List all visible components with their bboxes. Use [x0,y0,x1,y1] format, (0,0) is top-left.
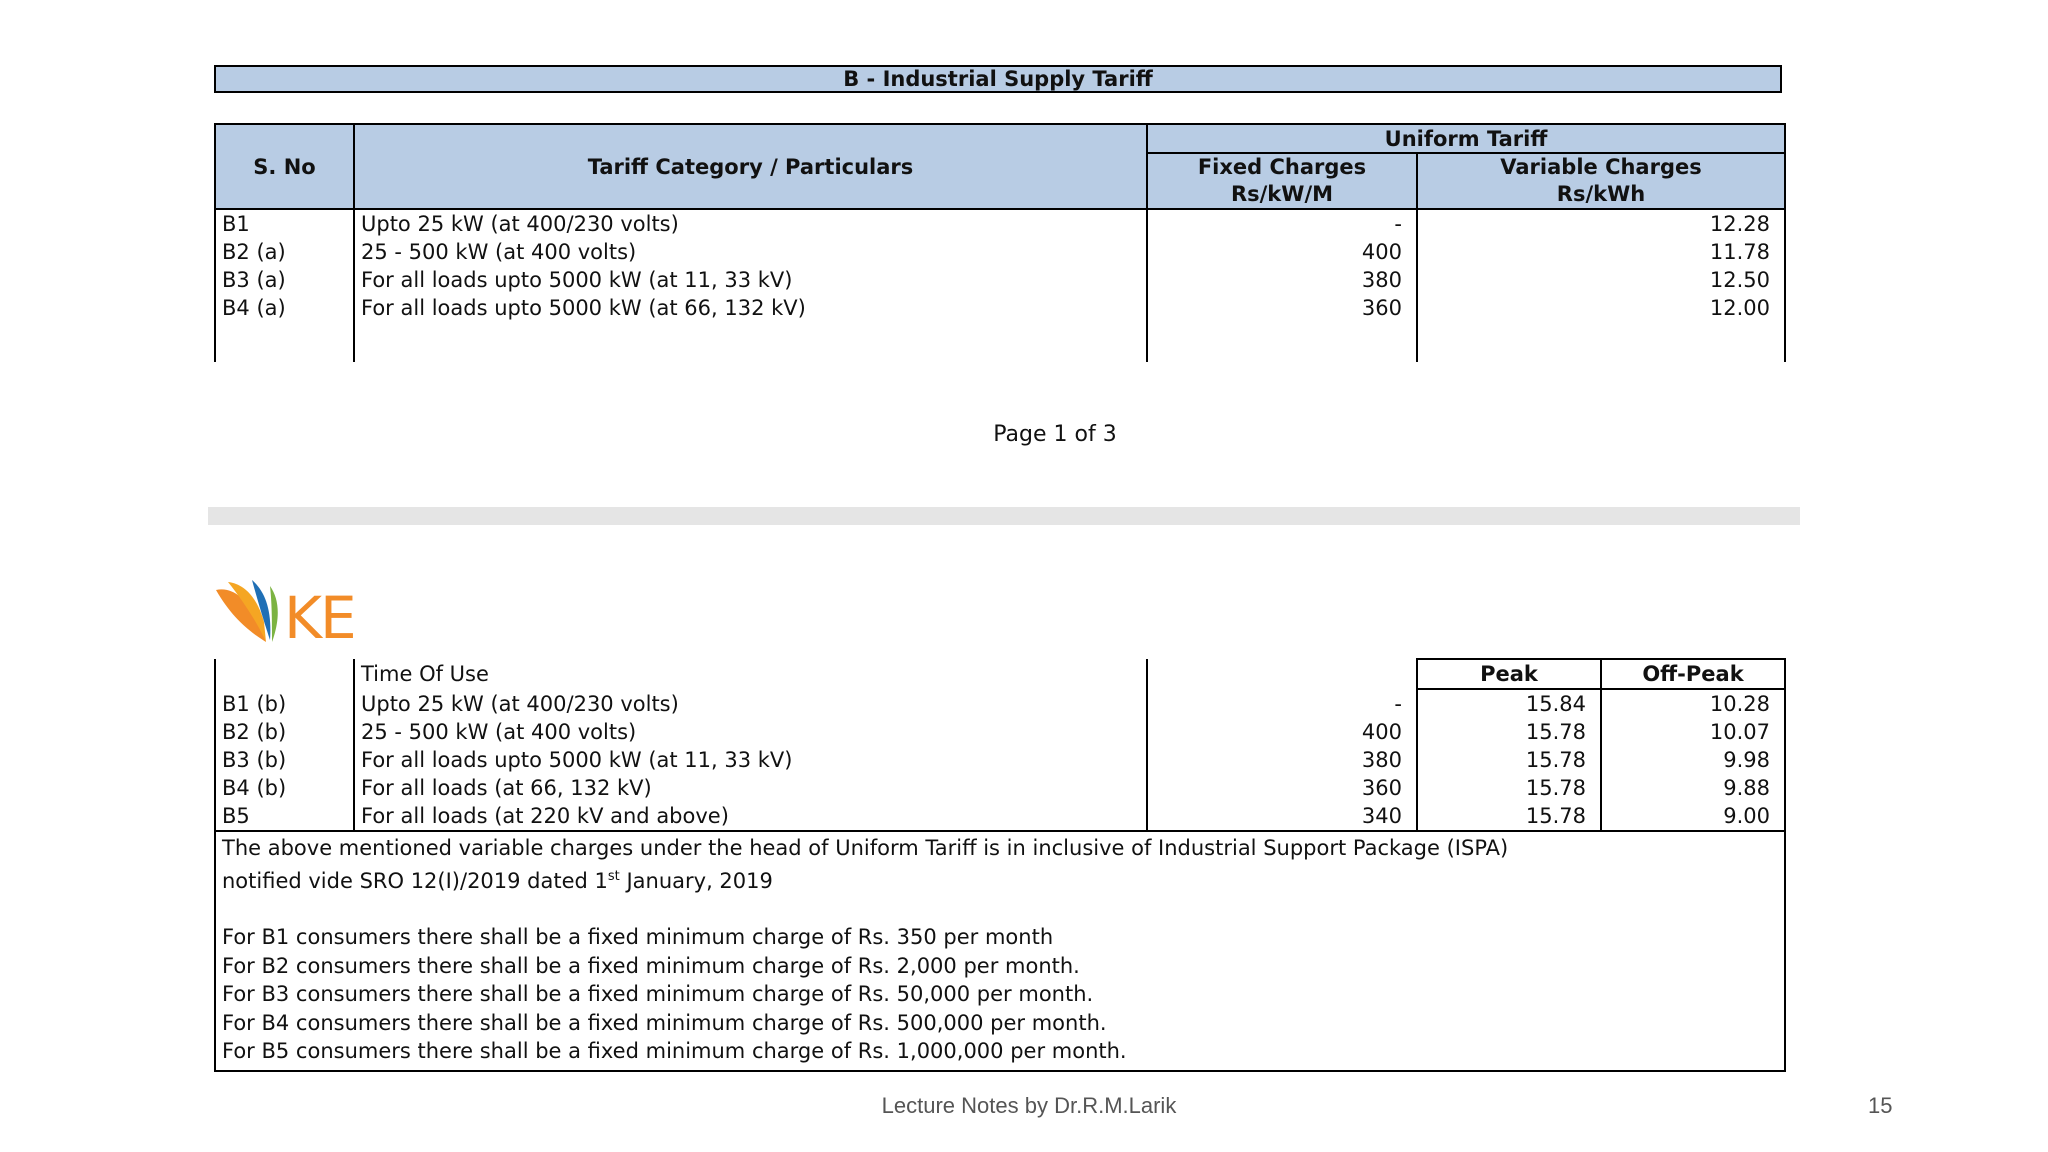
header-off-peak: Off-Peak [1601,659,1785,689]
cell-sno: B1 (b) [215,689,354,718]
min-charge-b4: For B4 consumers there shall be a fixed minimum charge of Rs. 500,000 per month. [222,1010,1107,1035]
header-fixed-line2: Rs/kW/M [1230,182,1334,206]
cell-category: Upto 25 kW (at 400/230 volts) [354,209,1147,238]
table-row [215,774,1785,802]
cell-fixed: 380 [1147,266,1417,294]
header-variable-line2: Rs/kWh [1556,182,1646,206]
cell-sno: B2 (b) [215,718,354,746]
ispa-note-sup: st [607,868,620,884]
cell-category: For all loads (at 220 kV and above) [354,802,1147,831]
cell-sno: B1 [215,209,354,238]
cell-peak: 15.78 [1417,746,1601,774]
table-row [215,802,1785,831]
cell-peak: 15.84 [1417,689,1601,718]
cell-sno: B5 [215,802,354,831]
header-peak: Peak [1417,659,1601,689]
page-number: Page 1 of 3 [993,422,1117,447]
time-of-use-table [214,658,1786,1072]
header-category: Tariff Category / Particulars [354,124,1147,209]
time-of-use-label: Time Of Use [354,659,1147,689]
min-charge-b2: For B2 consumers there shall be a fixed minimum charge of Rs. 2,000 per month. [222,953,1080,978]
table-row [215,238,1785,266]
table-row [215,209,1785,238]
header-uniform-tariff: Uniform Tariff [1147,124,1785,153]
uniform-tariff-table [214,123,1786,362]
table-row [215,294,1785,322]
cell-fixed: 360 [1147,774,1417,802]
cell-category: Upto 25 kW (at 400/230 volts) [354,689,1147,718]
table-row [215,689,1785,718]
page-divider [208,507,1800,525]
table-row [215,718,1785,746]
header-variable-charges [1417,153,1785,209]
table-row [215,746,1785,774]
cell-category: 25 - 500 kW (at 400 volts) [354,238,1147,266]
slide-number: 15 [1868,1093,1893,1118]
ispa-note-line1: The above mentioned variable charges under the head of Uniform Tariff is in inclusive of Industrial Support Package (ISPA) [222,836,1509,860]
cell-off-peak: 10.07 [1601,718,1785,746]
cell-category: For all loads upto 5000 kW (at 66, 132 kV) [354,294,1147,322]
cell-variable: 12.50 [1417,266,1785,294]
header-fixed-line1: Fixed Charges [1197,155,1367,179]
cell-sno: B2 (a) [215,238,354,266]
cell-sno: B4 (b) [215,774,354,802]
cell-category: For all loads (at 66, 132 kV) [354,774,1147,802]
logo-text: KE [284,584,355,644]
header-fixed-charges [1147,153,1417,209]
cell-fixed: 360 [1147,294,1417,322]
cell-off-peak: 9.00 [1601,802,1785,831]
cell-off-peak: 10.28 [1601,689,1785,718]
cell-category: For all loads upto 5000 kW (at 11, 33 kV) [354,746,1147,774]
cell-peak: 15.78 [1417,802,1601,831]
header-variable-line1: Variable Charges [1500,155,1702,179]
cell-peak: 15.78 [1417,718,1601,746]
table-row [215,266,1785,294]
cell-fixed: 380 [1147,746,1417,774]
cell-category: 25 - 500 kW (at 400 volts) [354,718,1147,746]
cell-fixed: 400 [1147,238,1417,266]
cell-off-peak: 9.98 [1601,746,1785,774]
cell-variable: 12.28 [1417,209,1785,238]
min-charge-b3: For B3 consumers there shall be a fixed minimum charge of Rs. 50,000 per month. [222,982,1094,1006]
cell-variable: 11.78 [1417,238,1785,266]
cell-variable: 12.00 [1417,294,1785,322]
cell-sno: B3 (a) [215,266,354,294]
ke-logo-icon [214,578,414,644]
tariff-title: B - Industrial Supply Tariff [214,65,1782,93]
cell-fixed: - [1147,689,1417,718]
cell-sno: B3 (b) [215,746,354,774]
notes-box [215,831,1785,1071]
min-charge-b5: For B5 consumers there shall be a fixed minimum charge of Rs. 1,000,000 per month. [222,1039,1127,1063]
min-charge-b1: For B1 consumers there shall be a fixed minimum charge of Rs. 350 per month [222,925,1054,949]
cell-category: For all loads upto 5000 kW (at 11, 33 kV) [354,266,1147,294]
ispa-note-text: notified vide SRO 12(I)/2019 dated 1 [222,868,608,893]
ispa-note-line2 [216,863,1784,896]
cell-fixed: 400 [1147,718,1417,746]
table-spacer-row [215,322,1785,362]
cell-peak: 15.78 [1417,774,1601,802]
cell-fixed: 340 [1147,802,1417,831]
cell-off-peak: 9.88 [1601,774,1785,802]
ispa-note-date: January, 2019 [619,868,773,893]
footer-text: Lecture Notes by Dr.R.M.Larik [881,1093,1177,1118]
cell-sno: B4 (a) [215,294,354,322]
cell-fixed: - [1147,209,1417,238]
header-sno: S. No [215,124,354,209]
